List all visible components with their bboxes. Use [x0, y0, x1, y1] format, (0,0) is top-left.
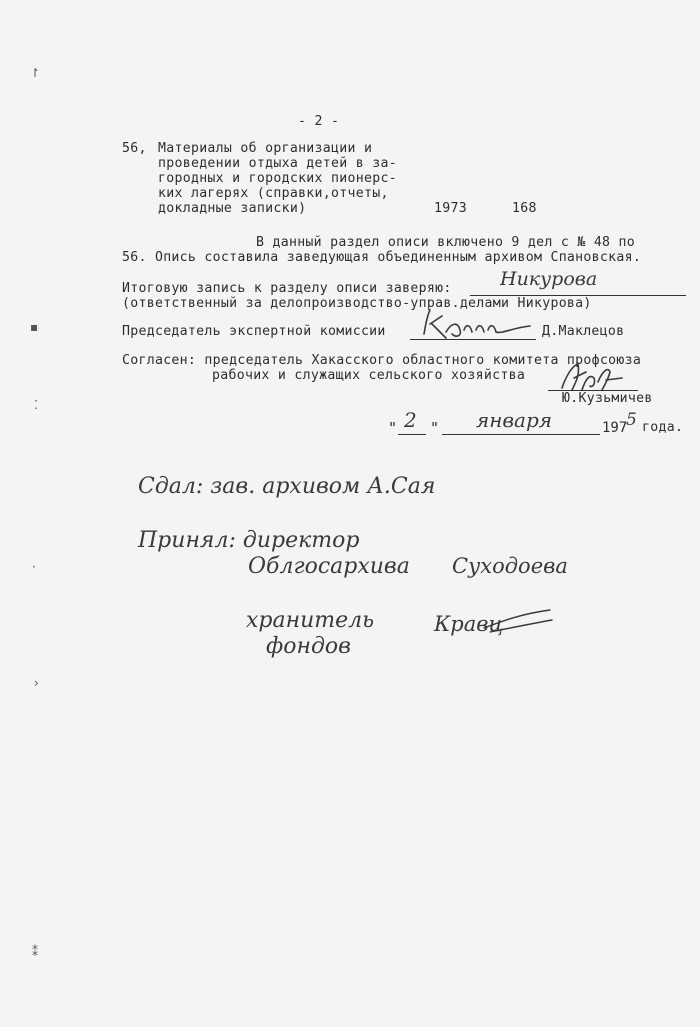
entry-line: ких лагерях (справки,отчеты, — [158, 186, 389, 201]
binder-mark: ▪ — [30, 320, 39, 334]
handwritten-keeper: хранитель — [246, 608, 375, 633]
page-number: - 2 - — [298, 114, 340, 129]
entry-line: Материалы об организации и — [158, 141, 373, 156]
date-close-quote: " — [430, 419, 440, 437]
date-month: января — [476, 408, 553, 432]
entry-line: проведении отдыха детей в за- — [158, 156, 397, 171]
binder-mark: › — [34, 676, 39, 690]
date-line — [442, 434, 600, 435]
handwritten-keeper-signature: Кравц — [434, 612, 504, 636]
signature-line — [410, 339, 536, 340]
handwritten-handover: Сдал: зав. архивом А.Сая — [138, 474, 436, 499]
handwritten-funds: фондов — [266, 634, 351, 659]
binder-mark: · — [32, 560, 36, 574]
chairman-name: Д.Маклецов — [542, 324, 625, 339]
date-open-quote: " — [388, 419, 398, 437]
certification-signature: Никурова — [500, 268, 598, 290]
binder-mark: ⁚ — [34, 398, 38, 412]
summary-line: 56. Опись составила заведующая объединенным архивом Спановская. — [122, 250, 642, 265]
date-suffix: года. — [642, 420, 684, 435]
certification-text: Итоговую запись к разделу описи заверяю: — [122, 281, 452, 296]
handwritten-received: Принял: директор — [138, 528, 360, 553]
binder-mark: ⁑ — [32, 945, 38, 959]
approved-text: Согласен: председатель Хакасского областного комитета профсоюза — [122, 353, 642, 368]
date-line — [398, 434, 426, 435]
certification-text: (ответственный за делопроизводство-управ.делами Никурова) — [122, 296, 592, 311]
entry-line: докладные записки) — [158, 201, 307, 216]
keeper-signature-flourish — [480, 606, 556, 636]
entry-pages: 168 — [512, 201, 537, 216]
approved-text: рабочих и служащих сельского хозяйства — [212, 368, 526, 383]
summary-line: В данный раздел описи включено 9 дел с № 48 по — [256, 235, 636, 250]
date-year-prefix: 197 — [602, 420, 628, 436]
chairman-signature — [412, 306, 536, 342]
handwritten-archive: Облгосархива — [248, 554, 410, 579]
binder-mark: ↾ — [30, 66, 41, 80]
date-year-digit: 5 — [626, 410, 637, 430]
date-day: 2 — [404, 408, 417, 432]
handwritten-director-signature: Суходоева — [452, 554, 568, 578]
approved-name: Ю.Кузьмичев — [562, 391, 653, 406]
entry-number: 56, — [122, 141, 147, 156]
entry-year: 1973 — [434, 201, 467, 216]
chairman-label: Председатель экспертной комиссии — [122, 324, 386, 339]
entry-line: городных и городских пионерс- — [158, 171, 397, 186]
